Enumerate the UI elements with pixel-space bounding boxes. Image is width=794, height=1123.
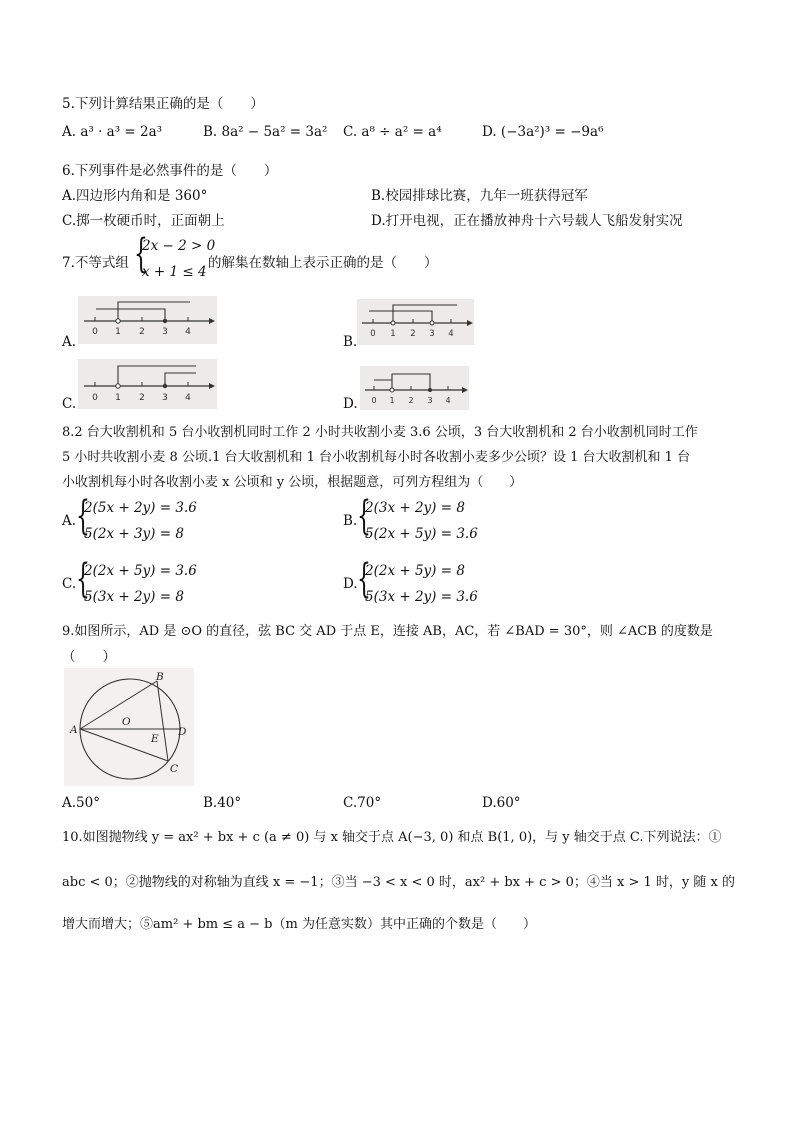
q7-stem-prefix: 7.不等式组 (62, 255, 129, 271)
number-line-image-c (78, 359, 217, 409)
q7-inequality-1: 2x − 2 > 0 (142, 238, 216, 254)
number-line-image-a (78, 296, 217, 344)
q8-b-equation-2: 5(2x + 5y) = 3.6 (365, 526, 478, 542)
q6-stem: 6.下列事件是必然事件的是（ ） (62, 163, 278, 179)
q9-stem-line-2: （ ） (62, 649, 116, 665)
q6-option-d: D.打开电视，正在播放神舟十六号载人飞船发射实况 (371, 213, 683, 229)
svg-text:1: 1 (389, 396, 395, 405)
point-label-c: C (170, 763, 179, 775)
q6-option-c: C.掷一枚硬币时，正面朝上 (62, 213, 225, 229)
number-line-image-b (357, 299, 474, 345)
circle-figure (64, 668, 194, 786)
q5-option-b: B. 8a² − 5a² = 3a² (203, 124, 328, 140)
q8-c-equation-2: 5(3x + 2y) = 8 (84, 589, 184, 605)
svg-text:2: 2 (139, 327, 145, 337)
q6-option-a: A.四边形内角和是 360° (62, 188, 208, 204)
svg-text:1: 1 (390, 329, 396, 339)
svg-text:4: 4 (185, 327, 191, 337)
q7-option-a-label: A. (62, 334, 77, 350)
svg-text:0: 0 (371, 396, 377, 405)
q10-stem-line-3: 增大而增大；⑤am² + bm ≤ a − b（m 为任意实数）其中正确的个数是（ ） (62, 917, 536, 932)
q8-b-equation-1: 2(3x + 2y) = 8 (365, 500, 465, 516)
point-label-o: O (122, 716, 131, 728)
q10-stem-line-2: abc < 0；②抛物线的对称轴为直线 x = −1；③当 −3 < x < 0 时，ax² + bx + c > 0；④当 x > 1 时，y 随 x 的 (62, 875, 735, 890)
point-label-a: A (70, 724, 78, 736)
q5-stem: 5.下列计算结果正确的是（ ） (62, 96, 264, 112)
q8-stem-line-2: 5 小时共收割小麦 8 公顷.1 台大收割机和 1 台小收割机每小时各收割小麦多少公顷？设 1 台大收割机和 1 台 (62, 450, 691, 465)
svg-text:3: 3 (427, 396, 433, 405)
svg-text:1: 1 (115, 327, 121, 337)
svg-text:3: 3 (162, 393, 168, 403)
q5-option-d: D. (−3a²)³ = −9a⁶ (482, 124, 604, 140)
svg-text:2: 2 (408, 396, 414, 405)
q9-option-a: A.50° (62, 795, 100, 811)
svg-text:4: 4 (445, 396, 451, 405)
q6-option-b: B.校园排球比赛，九年一班获得冠军 (371, 188, 588, 204)
svg-text:3: 3 (162, 327, 168, 337)
q8-d-equation-1: 2(2x + 5y) = 8 (365, 563, 465, 579)
point-label-d: D (178, 726, 187, 738)
q7-stem-suffix: 的解集在数轴上表示正确的是（ ） (208, 255, 438, 271)
q7-option-c-label: C. (62, 396, 77, 412)
point-label-b: B (156, 671, 164, 683)
svg-text:3: 3 (429, 329, 435, 339)
q8-c-equation-1: 2(2x + 5y) = 3.6 (84, 563, 197, 579)
svg-text:1: 1 (115, 393, 121, 403)
svg-text:0: 0 (92, 393, 98, 403)
q8-option-b-label: B. (343, 513, 358, 529)
q8-stem-line-1: 8.2 台大收割机和 5 台小收割机同时工作 2 小时共收割小麦 3.6 公顷，3 台大收割机和 2 台小收割机同时工作 (62, 425, 698, 440)
svg-text:2: 2 (410, 329, 416, 339)
q8-stem-line-3: 小收割机每小时各收割小麦 x 公顷和 y 公顷，根据题意，可列方程组为（ ） (62, 475, 523, 490)
point-label-e: E (151, 733, 159, 745)
number-line-image-d (360, 366, 469, 410)
q10-stem-line-1: 10.如图抛物线 y = ax² + bx + c (a ≠ 0) 与 x 轴交于点 A(−3, 0) 和点 B(1, 0)，与 y 轴交于点 C.下列说法：① (62, 830, 722, 845)
q8-a-equation-1: 2(5x + 2y) = 3.6 (84, 500, 197, 516)
left-brace: { (134, 231, 148, 277)
svg-text:0: 0 (370, 329, 376, 339)
q9-option-c: C.70° (343, 795, 382, 811)
q9-stem-line-1: 9.如图所示，AD 是 ⊙O 的直径，弦 BC 交 AD 于点 E，连接 AB，AC，若 ∠BAD = 30°，则 ∠ACB 的度数是 (62, 624, 713, 639)
q8-option-d-label: D. (343, 576, 358, 592)
q5-option-a: A. a³ · a³ = 2a³ (62, 124, 163, 140)
q7-inequality-2: x + 1 ≤ 4 (142, 264, 207, 280)
svg-text:2: 2 (139, 393, 145, 403)
q8-option-c-label: C. (62, 576, 77, 592)
q9-option-d: D.60° (482, 795, 521, 811)
q8-option-a-label: A. (62, 513, 77, 529)
q7-option-d-label: D. (343, 396, 358, 412)
svg-text:0: 0 (92, 327, 98, 337)
svg-text:4: 4 (185, 393, 191, 403)
q8-a-equation-2: 5(2x + 3y) = 8 (84, 526, 184, 542)
q9-option-b: B.40° (203, 795, 242, 811)
q7-option-b-label: B. (343, 334, 358, 350)
q8-d-equation-2: 5(3x + 2y) = 3.6 (365, 589, 478, 605)
svg-text:4: 4 (448, 329, 454, 339)
q5-option-c: C. a⁸ ÷ a² = a⁴ (343, 124, 442, 140)
